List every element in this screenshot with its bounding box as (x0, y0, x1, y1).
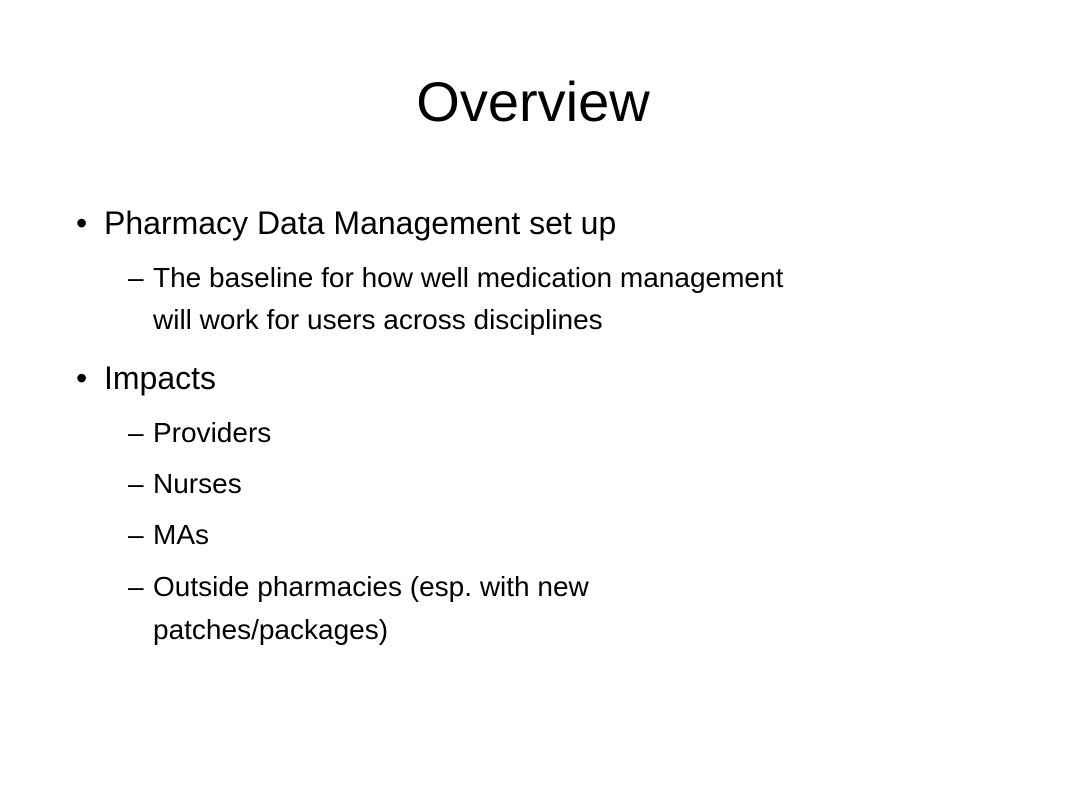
sub-bullet-marker: – (128, 571, 144, 602)
sub-bullet-marker: – (128, 468, 144, 499)
sub-item-outside-pharmacies-line-2: patches/packages) (153, 614, 389, 645)
sub-item-baseline-line-2: will work for users across disciplines (153, 304, 603, 335)
bullet-marker: • (76, 360, 88, 396)
sub-item-mas: MAs (153, 519, 209, 550)
sub-bullet-marker: – (128, 417, 144, 448)
sub-bullet-marker: – (128, 519, 144, 550)
sub-bullet-marker: – (128, 262, 144, 293)
sub-item-baseline-line-1: The baseline for how well medication management (153, 262, 784, 293)
sub-item-providers: Providers (153, 417, 272, 448)
bullet-item-pharmacy-data: Pharmacy Data Management set up (104, 205, 617, 241)
sub-item-nurses: Nurses (153, 468, 242, 499)
bullet-marker: • (76, 205, 88, 241)
slide-title: Overview (416, 70, 650, 133)
bullet-item-impacts: Impacts (104, 360, 217, 396)
sub-item-outside-pharmacies-line-1: Outside pharmacies (esp. with new (153, 571, 589, 602)
